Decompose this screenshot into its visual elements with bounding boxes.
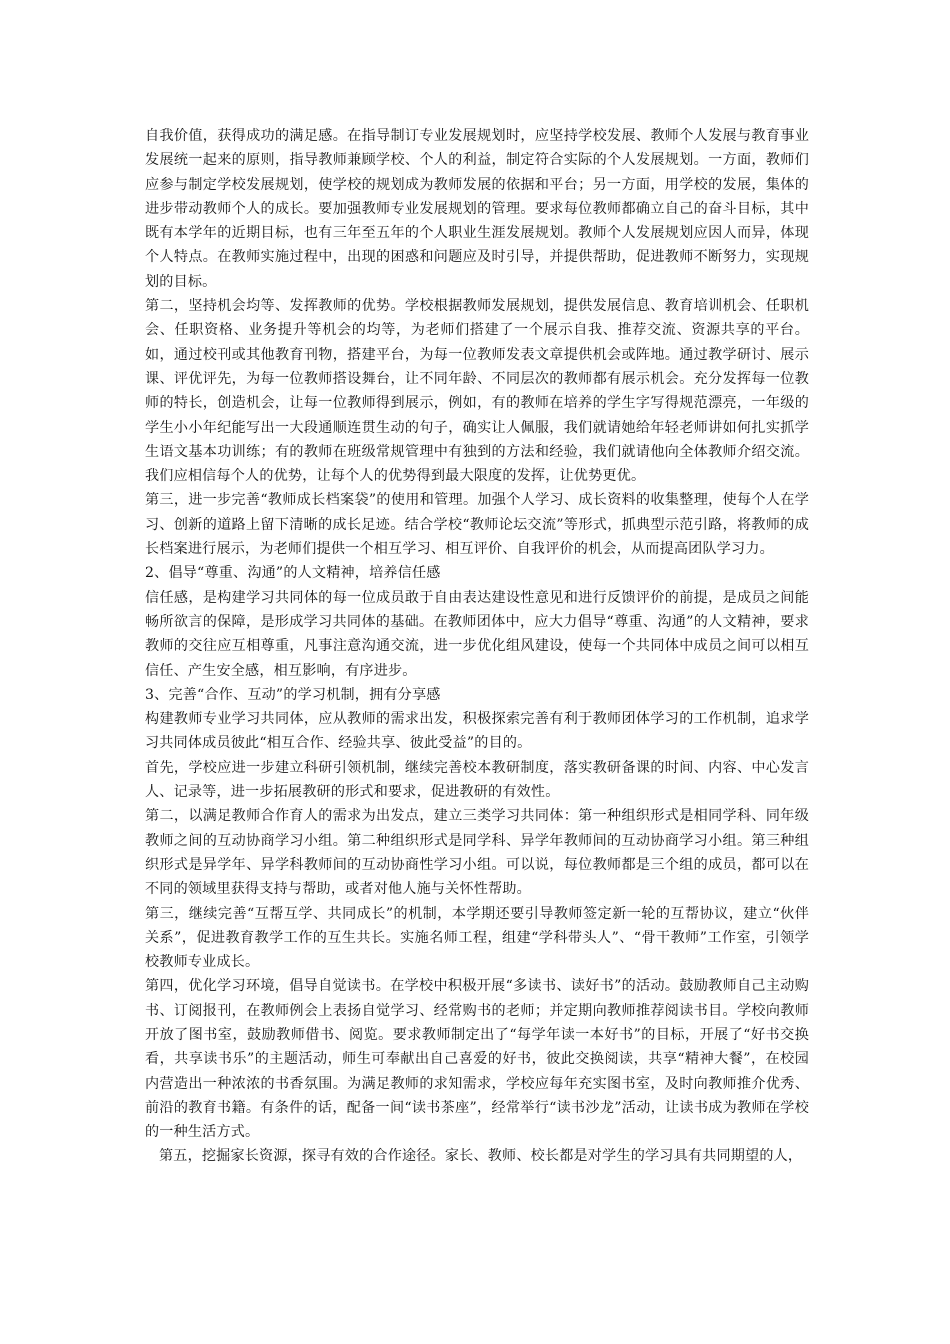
document-body [145,124,809,1169]
paragraph-equal-opportunity: 第二，坚持机会均等、发挥教师的优势。学校根据教师发展规划，提供发展信息、教育培训机会、任职机会、任职资格、业务提升等机会的均等，为老师们搭建了一个展示自我、推荐交流、资源共享的平台。如，通过校刊或其他教育刊物，搭建平台，为每一位教师发表文章提供机会或阵地。通过教学研讨、展示课、评优评先，为每一位教师搭设舞台，让不同年龄、不同层次的教师都有展示机会。充分发挥每一位教师的特长，创造机会，让每一位教师得到展示，例如，有的教师在培养的学生字写得规范漂亮，一年级的学生小小年纪能写出一大段通顺连贯生动的句子，确实让人佩服，我们就请她给年轻老师讲如何扎实抓学生语文基本功训练；有的教师在班级常规管理中有独到的方法和经验，我们就请他向全体教师介绍交流。我们应相信每个人的优势，让每个人的优势得到最大限度的发挥，让优势更优。 [145,298,809,485]
paragraph-learning-community: 构建教师专业学习共同体，应从教师的需求出发，积极探索完善有利于教师团体学习的工作机制，追求学习共同体成员彼此“相互合作、经验共享、彼此受益”的目的。 [145,711,809,752]
paragraph-growth-portfolio: 第三，进一步完善“教师成长档案袋”的使用和管理。加强个人学习、成长资料的收集整理，使每个人在学习、创新的道路上留下清晰的成长足迹。结合学校“教师论坛交流”等形式，抓典型示范引路，将教师的成长档案进行展示，为老师们提供一个相互学习、相互评价、自我评价的机会，从而提高团队学习力。 [145,492,809,558]
paragraph-parent-resources: 第五，挖掘家长资源，探寻有效的合作途径。家长、教师、校长都是对学生的学习具有共同期望的人， [159,1148,803,1165]
paragraph-three-groups: 第二，以满足教师合作育人的需求为出发点，建立三类学习共同体：第一种组织形式是相同学科、同年级教师之间的互动协商学习小组。第二种组织形式是同学科、异学年教师间的互动协商学习小组。第三种组织形式是异学年、异学科教师间的互动协商性学习小组。可以说，每位教师都是三个组的成员，都可以在不同的领域里获得支持与帮助，或者对他人施与关怀性帮助。 [145,808,809,898]
paragraph-self-worth: 自我价值，获得成功的满足感。在指导制订专业发展规划时，应坚持学校发展、教师个人发展与教育事业发展统一起来的原则，指导教师兼顾学校、个人的利益，制定符合实际的个人发展规划。一方面，教师们应参与制定学校发展规划，使学校的规划成为教师发展的依据和平台；另一方面，用学校的发展，集体的进步带动教师个人的成长。要加强教师专业发展规划的管理。要求每位教师都确立自己的奋斗目标，其中既有本学年的近期目标，也有三年至五年的个人职业生涯发展规划。教师个人发展规划应因人而异，体现个人特点。在教师实施过程中，出现的困惑和问题应及时引导，并提供帮助，促进教师不断努力，实现规划的目标。 [145,128,809,290]
paragraph-reading: 第四，优化学习环境，倡导自觉读书。在学校中积极开展“多读书、读好书”的活动。鼓励教师自己主动购书、订阅报刊，在教师例会上表扬自觉学习、经常购书的老师；并定期向教师推荐阅读书目。学校向教师开放了图书室，鼓励教师借书、阅览。要求教师制定出了“每学年读一本好书”的目标，开展了“好书交换看，共享读书乐”的主题活动，师生可奉献出自己喜爱的好书，彼此交换阅读，共享“精神大餐”，在校园内营造出一种浓浓的书香氛围。为满足教师的求知需求，学校应每年充实图书室，及时向教师推介优秀、前沿的教育书籍。有条件的话，配备一间“读书茶座”，经常举行“读书沙龙”活动，让读书成为教师在学校的一种生活方式。 [145,978,809,1141]
paragraph-mutual-help: 第三，继续完善“互帮互学、共同成长”的机制，本学期还要引导教师签定新一轮的互帮协议，建立“伙伴关系”，促进教育教学工作的互生共长。实施名师工程，组建“学科带头人”、“骨干教师”工作室，引领学校教师专业成长。 [145,905,809,971]
paragraph-trust: 信任感，是构建学习共同体的每一位成员敢于自由表达建设性意见和进行反馈评价的前提，是成员之间能畅所欲言的保障，是形成学习共同体的基础。在教师团体中，应大力倡导“尊重、沟通”的人文精神，要求教师的交往应互相尊重，凡事注意沟通交流，进一步优化组风建设，使每一个共同体中成员之间可以相互信任、产生安全感，相互影响，有序进步。 [145,589,809,679]
section-heading-trust: 2、倡导“尊重、沟通”的人文精神，培养信任感 [145,565,441,582]
paragraph-research-mechanism: 首先，学校应进一步建立科研引领机制，继续完善校本教研制度，落实教研备课的时间、内容、中心发言人、记录等，进一步拓展教研的形式和要求，促进教研的有效性。 [145,759,809,801]
section-heading-sharing: 3、完善“合作、互动”的学习机制，拥有分享感 [145,686,441,703]
